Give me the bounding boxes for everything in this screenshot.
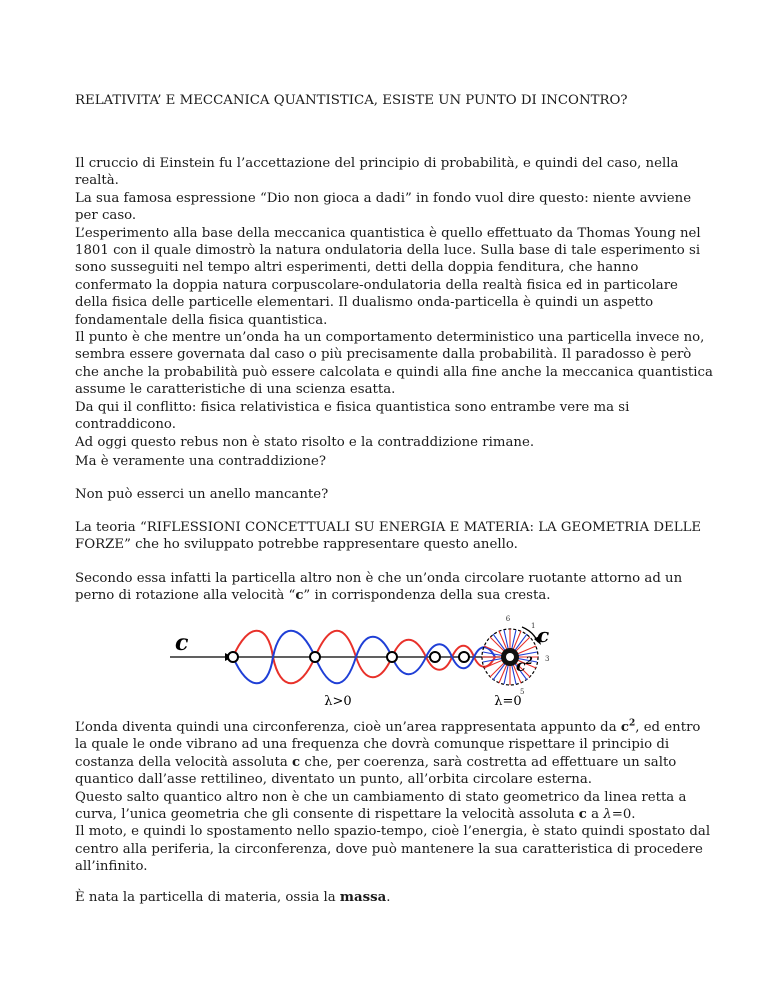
text-line: confermato la doppia natura corpuscolare-ondulatoria della realtà fisica ed in particolare xyxy=(75,277,678,293)
text-line: che anche la probabilità può essere calcolata e quindi alla fine anche la meccanica quantistica xyxy=(75,364,713,380)
text-line: Ad oggi questo rebus non è stato risolto e la contraddizione rimane. xyxy=(75,434,535,450)
text-line: Il cruccio di Einstein fu l’accettazione del principio di probabilità, e quindi del caso, nella xyxy=(75,156,679,171)
text-line: Questo salto quantico altro non è che un cambiamento di stato geometrico da linea retta a xyxy=(75,789,687,805)
text-line: all’infinito. xyxy=(75,859,148,875)
c-label-right: c xyxy=(537,623,550,647)
wave-node xyxy=(310,652,320,662)
particle-paragraph xyxy=(75,570,697,605)
marker-label: 5 xyxy=(520,688,525,696)
text-run: , ed entro xyxy=(635,720,701,735)
text-line: centro alla periferia, la circonferenza, dove può mantenere la sua caratteristica di procedere xyxy=(75,841,703,857)
wave-node xyxy=(430,652,440,662)
c-squared-base: c xyxy=(516,656,526,675)
text-run: curva, l’unica geometria che gli consente di rispettare la velocità assoluta xyxy=(75,807,579,823)
text-run: . xyxy=(386,890,391,905)
text-line: sono susseguiti nel tempo altri esperimenti, detti della doppia fenditura, che hanno xyxy=(75,260,639,276)
text-line: sembra essere governata dal caso o più precisamente dalla probabilità. Il paradosso è però xyxy=(75,347,692,363)
text-line xyxy=(75,806,697,823)
theory-paragraph xyxy=(75,519,702,554)
intro-paragraph xyxy=(75,155,713,451)
lambda-zero-label: λ=0 xyxy=(494,694,522,709)
marker-label: 3 xyxy=(545,655,550,663)
text-line: la quale le onde vibrano ad una frequenza che dovrà comunque rispettare il principio di xyxy=(75,737,670,753)
bold-c: c xyxy=(295,588,304,604)
text-run: L’onda diventa quindi una circonferenza, cioè un’area rappresentata appunto da xyxy=(75,720,621,735)
text-line: 1801 con il quale dimostrò la natura ondulatoria della luce. Sulla base di tale esperimento si xyxy=(75,243,701,259)
text-run: È nata la particella di materia, ossia la xyxy=(75,890,340,905)
lambda-positive-label: λ>0 xyxy=(324,694,352,709)
final-statement xyxy=(75,889,697,906)
text-line: La sua famosa espressione “Dio non gioca a dadi” in fondo vuol dire questo: niente avviene xyxy=(75,190,692,206)
c-squared-exp: 2 xyxy=(525,656,533,667)
text-run: perno di rotazione alla velocità “ xyxy=(75,588,296,604)
text-line: La teoria “RIFLESSIONI CONCETTUALI SU ENERGIA E MATERIA: LA GEOMETRIA DELLE xyxy=(75,520,702,535)
text-line xyxy=(75,754,697,771)
text-line: contraddicono. xyxy=(75,417,176,433)
text-run: =0. xyxy=(611,807,636,823)
bold-c: c xyxy=(620,720,629,735)
text-run: ” in corrispondenza della sua cresta. xyxy=(303,588,551,604)
superscript-2: 2 xyxy=(628,718,636,729)
text-line: FORZE” che ho sviluppato potrebbe rappresentare questo anello. xyxy=(75,537,518,553)
wave-node xyxy=(387,652,397,662)
text-run: costanza della velocità assoluta xyxy=(75,754,293,770)
text-line: assume le caratteristiche di una scienza esatta. xyxy=(75,382,396,398)
text-line: per caso. xyxy=(75,208,137,224)
text-line: della fisica delle particelle elementari. Il dualismo onda-particella è quindi un aspetto xyxy=(75,295,654,311)
text-line: Da qui il conflitto: fisica relativistica e fisica quantistica sono entrambe vere ma si xyxy=(75,399,630,415)
lambda-symbol: λ xyxy=(603,807,612,823)
c-squared-label xyxy=(516,656,533,675)
bold-c: c xyxy=(578,807,587,823)
text-line: quantico dall’asse rettilineo, diventato un punto, all’orbita circolare esterna. xyxy=(75,772,593,788)
text-line: fondamentale della fisica quantistica. xyxy=(75,312,328,328)
marker-label: 6 xyxy=(505,615,511,623)
marker-label: 1 xyxy=(531,622,536,630)
text-line: realtà. xyxy=(75,173,119,189)
text-run: a xyxy=(586,807,604,823)
wave-node xyxy=(459,652,469,662)
bold-c: c xyxy=(292,754,301,770)
text-line: Il punto è che mentre un’onda ha un comportamento deterministico una particella invece no, xyxy=(75,330,705,346)
wave-to-particle-figure xyxy=(170,612,600,712)
text-line xyxy=(75,718,701,736)
circle-paragraph xyxy=(75,718,711,876)
wave-node xyxy=(228,652,238,662)
text-run: che, per coerenza, sarà costretta ad effettuare un salto xyxy=(300,754,677,770)
wave-diagram xyxy=(170,612,600,712)
c-label-left: c xyxy=(175,630,189,656)
text-line: Il moto, e quindi lo spostamento nello spazio-tempo, cioè l’energia, è stato quindi spostato dal xyxy=(75,824,711,840)
text-line: L’esperimento alla base della meccanica quantistica è quello effettuato da Thomas Young nel xyxy=(75,225,701,241)
question-missing-link: Non può esserci un anello mancante? xyxy=(75,487,329,502)
document-title: RELATIVITA’ E MECCANICA QUANTISTICA, ESISTE UN PUNTO DI INCONTRO? xyxy=(75,93,628,108)
text-line: Secondo essa infatti la particella altro non è che un’onda circolare ruotante attorno ad un xyxy=(75,571,683,586)
question-contradiction: Ma è veramente una contraddizione? xyxy=(75,454,327,469)
text-line xyxy=(75,587,697,604)
bold-massa: massa xyxy=(339,890,387,905)
